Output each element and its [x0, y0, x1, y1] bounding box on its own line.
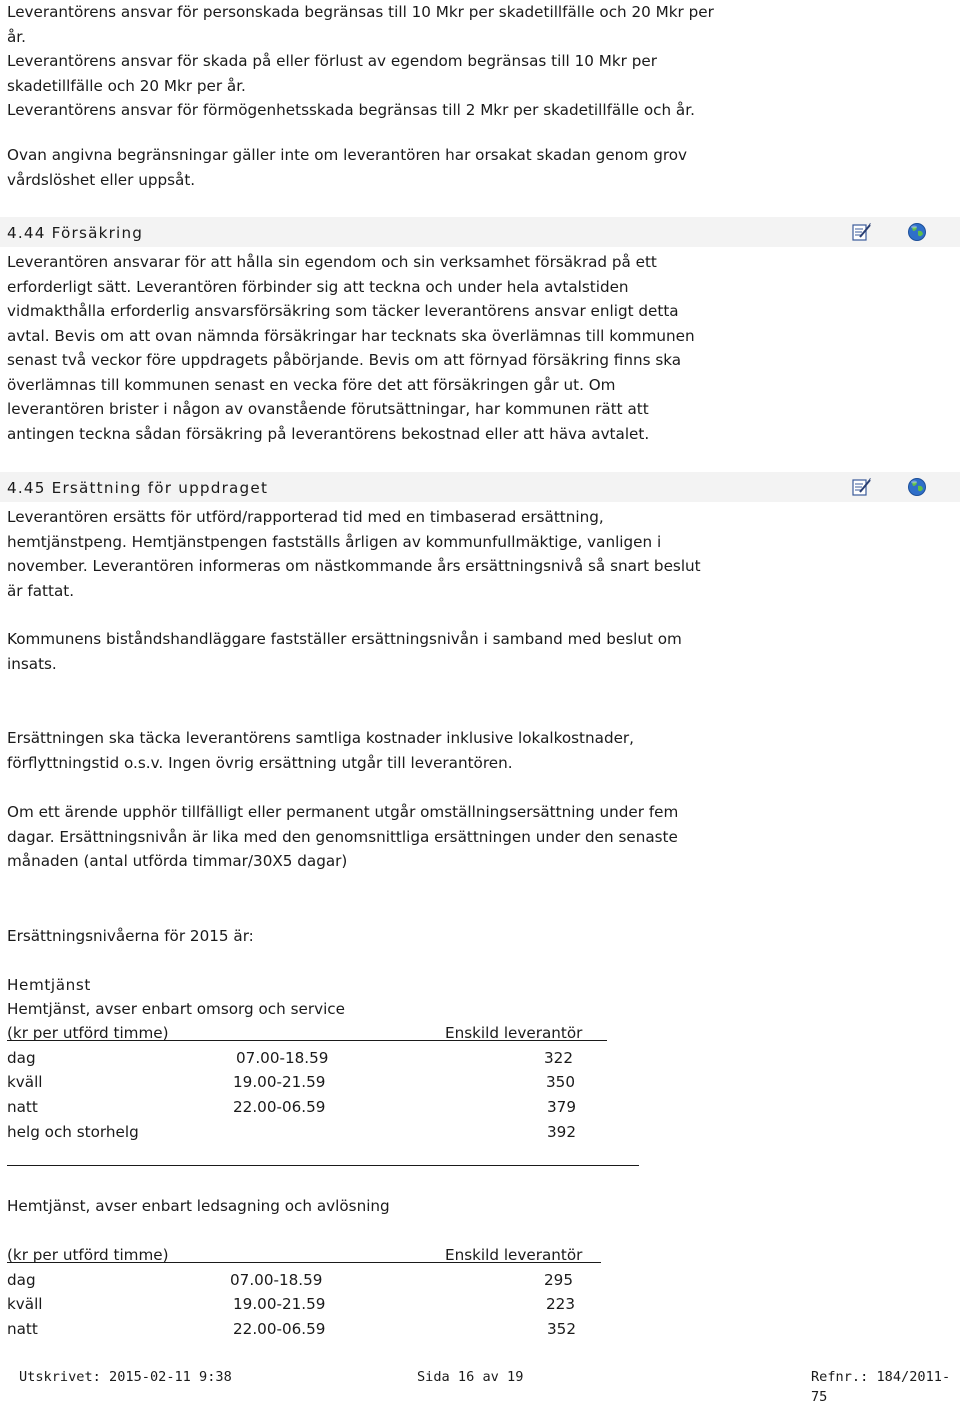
text-line: Ersättningen ska täcka leverantörens samtliga kostnader inklusive lokalkostnader,: [7, 729, 634, 747]
text-line: Kommunens biståndshandläggare fastställer ersättningsnivån i samband med beslut om: [7, 630, 682, 648]
row-price: 392: [547, 1123, 576, 1141]
section-header-4-45: [0, 472, 960, 502]
table-row: [7, 1292, 627, 1316]
limits-paragraph: [7, 143, 687, 192]
row-price: 295: [544, 1271, 573, 1289]
text-line: Leverantörens ansvar för personskada begränsas till 10 Mkr per skadetillfälle och 20 Mkr per: [7, 3, 714, 21]
text-line: vårdslöshet eller uppsåt.: [7, 170, 196, 189]
globe-icon[interactable]: [907, 222, 927, 242]
section-title: 4.44 Försäkring: [7, 224, 144, 242]
levels-title: Ersättningsnivåerna för 2015 är:: [7, 927, 254, 945]
footer-page-number: Sida 16 av 19: [417, 1369, 524, 1385]
row-price: 352: [547, 1320, 576, 1338]
row-price: 322: [544, 1049, 573, 1067]
text-line: insats.: [7, 654, 57, 673]
row-time: 19.00-21.59: [233, 1073, 326, 1091]
text-line: förflyttningstid o.s.v. Ingen övrig ersättning utgår till leverantören.: [7, 753, 513, 772]
row-time: 22.00-06.59: [233, 1098, 326, 1116]
text-line: är fattat.: [7, 581, 75, 600]
liability-paragraph: [7, 0, 714, 123]
rates-table-title: Hemtjänst, avser enbart omsorg och service: [7, 1000, 345, 1018]
table-row: [7, 1120, 627, 1144]
assessor-paragraph: [7, 627, 682, 676]
text-line: avtal. Bevis om att ovan nämnda försäkringar har tecknats ska överlämnas till kommunen: [7, 326, 695, 345]
table-header-row: [7, 1021, 627, 1045]
text-line: Leverantörens ansvar för skada på eller förlust av egendom begränsas till 10 Mkr per: [7, 52, 657, 70]
row-price: 223: [546, 1295, 575, 1313]
text-line: erforderligt sätt. Leverantören förbinder sig att teckna och under hela avtalstiden: [7, 277, 629, 296]
footer-reference-number: Refnr.: 184/2011-75: [811, 1369, 951, 1405]
text-line: månaden (antal utförda timmar/30X5 dagar): [7, 852, 348, 870]
section-header-4-44: [0, 217, 960, 247]
row-label: natt: [7, 1098, 38, 1116]
row-label: natt: [7, 1320, 38, 1338]
section-title: 4.45 Ersättning för uppdraget: [7, 479, 269, 497]
table-divider: [7, 1165, 639, 1166]
edit-note-icon[interactable]: [852, 477, 872, 497]
header-provider: Enskild leverantör: [445, 1246, 583, 1264]
table-row: [7, 1268, 627, 1292]
text-line: vidmakthålla erforderlig ansvarsförsäkring som täcker leverantörens ansvar enligt detta: [7, 302, 679, 320]
table-row: [7, 1046, 627, 1070]
text-line: antingen teckna sådan försäkring på leverantörens bekostnad eller att häva avtalet.: [7, 424, 650, 443]
header-provider: Enskild leverantör: [445, 1024, 583, 1042]
row-price: 379: [547, 1098, 576, 1116]
text-line: senast två veckor före uppdragets påbörjande. Bevis om att förnyad försäkring finns ska: [7, 351, 682, 369]
row-label: dag: [7, 1049, 36, 1067]
header-unit: (kr per utförd timme): [7, 1024, 169, 1042]
text-line: år.: [7, 27, 26, 46]
header-unit: (kr per utförd timme): [7, 1246, 169, 1264]
footer-printed-date: Utskrivet: 2015-02-11 9:38: [19, 1369, 232, 1385]
text-line: leverantören brister i någon av ovanstående förutsättningar, har kommunen rätt att: [7, 400, 649, 418]
row-label: dag: [7, 1271, 36, 1289]
compensation-paragraph: [7, 505, 701, 603]
text-line: skadetillfälle och 20 Mkr per år.: [7, 76, 246, 95]
row-label: helg och storhelg: [7, 1123, 139, 1141]
text-line: november. Leverantören informeras om nästkommande års ersättningsnivå så snart beslut: [7, 557, 701, 575]
costs-paragraph: [7, 726, 634, 775]
text-line: hemtjänstpeng. Hemtjänstpengen fastställs årligen av kommunfullmäktige, vanligen i: [7, 532, 662, 551]
hemtjanst-heading: Hemtjänst: [7, 976, 91, 994]
text-line: överlämnas till kommunen senast en vecka före det att försäkringen går ut. Om: [7, 375, 616, 394]
text-line: Ovan angivna begränsningar gäller inte om leverantören har orsakat skadan genom grov: [7, 146, 688, 164]
text-line: Leverantören ersätts för utförd/rapporterad tid med en timbaserad ersättning,: [7, 508, 604, 526]
text-line: Om ett ärende upphör tillfälligt eller permanent utgår omställningsersättning under fem: [7, 803, 679, 821]
row-time: 07.00-18.59: [230, 1271, 323, 1289]
text-line: dagar. Ersättningsnivån är lika med den genomsnittliga ersättningen under den senaste: [7, 827, 678, 846]
globe-icon[interactable]: [907, 477, 927, 497]
table-header-row: [7, 1243, 627, 1267]
table-row: [7, 1317, 627, 1341]
row-price: 350: [546, 1073, 575, 1091]
row-time: 19.00-21.59: [233, 1295, 326, 1313]
edit-note-icon[interactable]: [852, 222, 872, 242]
table-row: [7, 1095, 627, 1119]
table-row: [7, 1070, 627, 1094]
text-line: Leverantören ansvarar för att hålla sin egendom och sin verksamhet försäkrad på ett: [7, 253, 657, 271]
text-line: Leverantörens ansvar för förmögenhetsskada begränsas till 2 Mkr per skadetillfälle och år.: [7, 101, 695, 119]
row-label: kväll: [7, 1073, 43, 1091]
row-time: 22.00-06.59: [233, 1320, 326, 1338]
insurance-paragraph: [7, 250, 695, 446]
row-time: 07.00-18.59: [236, 1049, 329, 1067]
row-label: kväll: [7, 1295, 43, 1313]
transition-paragraph: [7, 800, 678, 874]
rates-table-title: Hemtjänst, avser enbart ledsagning och avlösning: [7, 1197, 390, 1215]
